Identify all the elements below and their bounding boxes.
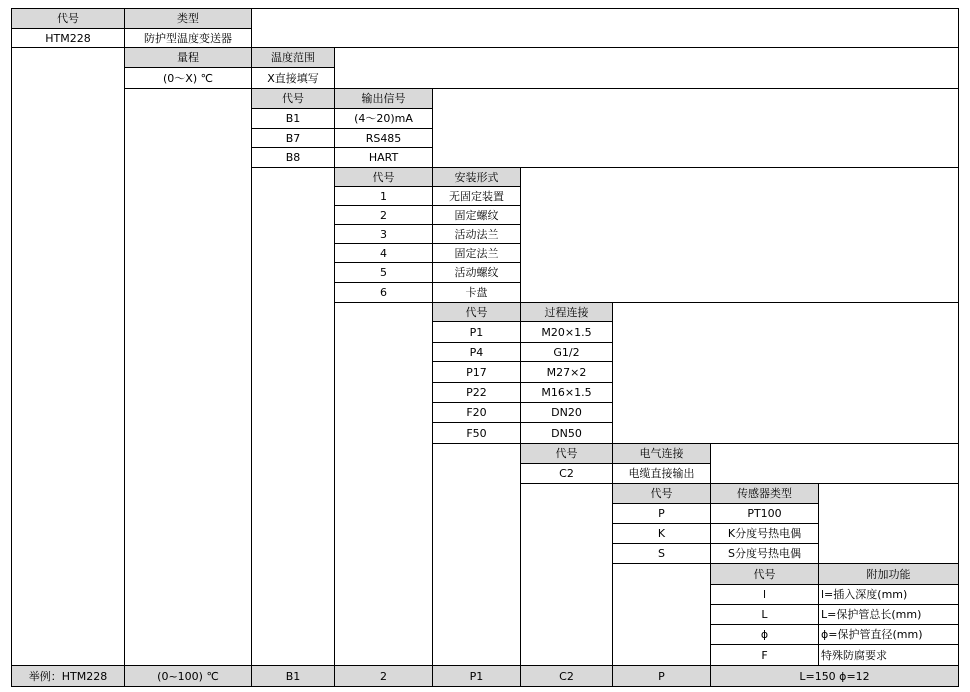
sensor-value: K分度号热电偶 bbox=[710, 523, 819, 544]
type-header: 类型 bbox=[124, 8, 252, 29]
blank-area bbox=[334, 47, 959, 89]
process-value: M16×1.5 bbox=[520, 382, 613, 403]
example-cell: P1 bbox=[432, 665, 521, 687]
blank-area bbox=[710, 443, 959, 484]
sensor-code: P bbox=[612, 503, 711, 524]
temp-range-header: 温度范围 bbox=[251, 47, 335, 68]
output-code: B7 bbox=[251, 128, 335, 148]
blank-area bbox=[612, 302, 959, 444]
mount-value: 无固定装置 bbox=[432, 186, 521, 206]
electrical-title: 电气连接 bbox=[612, 443, 711, 464]
process-code: P17 bbox=[432, 361, 521, 383]
process-title: 过程连接 bbox=[520, 302, 613, 322]
process-value: G1/2 bbox=[520, 342, 613, 362]
model-type: 防护型温度变送器 bbox=[124, 28, 252, 48]
temp-range-value: X直接填写 bbox=[251, 67, 335, 89]
blank-column bbox=[334, 302, 433, 666]
sensor-title: 传感器类型 bbox=[710, 483, 819, 504]
model-code: HTM228 bbox=[11, 28, 125, 48]
range-value: (0～X) ℃ bbox=[124, 67, 252, 89]
process-value: DN20 bbox=[520, 402, 613, 423]
mount-code: 5 bbox=[334, 262, 433, 283]
process-code-header: 代号 bbox=[432, 302, 521, 322]
blank-area bbox=[251, 8, 959, 48]
blank-column bbox=[432, 443, 521, 666]
blank-column bbox=[11, 47, 125, 666]
mount-value: 活动法兰 bbox=[432, 224, 521, 244]
mount-value: 活动螺纹 bbox=[432, 262, 521, 283]
output-code: B1 bbox=[251, 108, 335, 129]
mount-value: 卡盘 bbox=[432, 282, 521, 303]
mount-title: 安装形式 bbox=[432, 167, 521, 187]
extra-value: 特殊防腐要求 bbox=[818, 644, 959, 666]
extra-value: l=插入深度(mm) bbox=[818, 584, 959, 605]
blank-column bbox=[520, 483, 613, 666]
example-cell: 举例：HTM228 bbox=[11, 665, 125, 687]
extra-code-header: 代号 bbox=[710, 563, 819, 585]
blank-area bbox=[818, 483, 959, 564]
electrical-code: C2 bbox=[520, 463, 613, 484]
process-code: P1 bbox=[432, 321, 521, 343]
extra-code: L bbox=[710, 604, 819, 625]
example-cell: (0~100) ℃ bbox=[124, 665, 252, 687]
example-cell: B1 bbox=[251, 665, 335, 687]
output-value: HART bbox=[334, 147, 433, 168]
sensor-code: K bbox=[612, 523, 711, 544]
mount-code: 1 bbox=[334, 186, 433, 206]
blank-column bbox=[124, 88, 252, 666]
extra-value: L=保护管总长(mm) bbox=[818, 604, 959, 625]
sensor-code: S bbox=[612, 543, 711, 564]
process-value: DN50 bbox=[520, 422, 613, 444]
mount-code: 6 bbox=[334, 282, 433, 303]
blank-area bbox=[432, 88, 959, 168]
process-value: M27×2 bbox=[520, 361, 613, 383]
sensor-code-header: 代号 bbox=[612, 483, 711, 504]
extra-code: F bbox=[710, 644, 819, 666]
example-cell: P bbox=[612, 665, 711, 687]
mount-code: 4 bbox=[334, 243, 433, 263]
output-value: (4～20)mA bbox=[334, 108, 433, 129]
blank-column bbox=[251, 167, 335, 666]
extra-value: ϕ=保护管直径(mm) bbox=[818, 624, 959, 645]
extra-code: l bbox=[710, 584, 819, 605]
extra-title: 附加功能 bbox=[818, 563, 959, 585]
mount-code-header: 代号 bbox=[334, 167, 433, 187]
blank-area bbox=[520, 167, 959, 303]
output-code-header: 代号 bbox=[251, 88, 335, 109]
process-value: M20×1.5 bbox=[520, 321, 613, 343]
process-code: F20 bbox=[432, 402, 521, 423]
blank-column bbox=[612, 563, 711, 666]
example-cell: L=150 ϕ=12 bbox=[710, 665, 959, 687]
mount-value: 固定螺纹 bbox=[432, 205, 521, 225]
example-cell: 2 bbox=[334, 665, 433, 687]
output-value: RS485 bbox=[334, 128, 433, 148]
example-cell: C2 bbox=[520, 665, 613, 687]
process-code: P4 bbox=[432, 342, 521, 362]
process-code: F50 bbox=[432, 422, 521, 444]
sensor-value: S分度号热电偶 bbox=[710, 543, 819, 564]
process-code: P22 bbox=[432, 382, 521, 403]
output-code: B8 bbox=[251, 147, 335, 168]
extra-code: ϕ bbox=[710, 624, 819, 645]
mount-code: 2 bbox=[334, 205, 433, 225]
sensor-value: PT100 bbox=[710, 503, 819, 524]
mount-value: 固定法兰 bbox=[432, 243, 521, 263]
electrical-value: 电缆直接输出 bbox=[612, 463, 711, 484]
code-header: 代号 bbox=[11, 8, 125, 29]
mount-code: 3 bbox=[334, 224, 433, 244]
electrical-code-header: 代号 bbox=[520, 443, 613, 464]
output-title: 输出信号 bbox=[334, 88, 433, 109]
range-header: 量程 bbox=[124, 47, 252, 68]
